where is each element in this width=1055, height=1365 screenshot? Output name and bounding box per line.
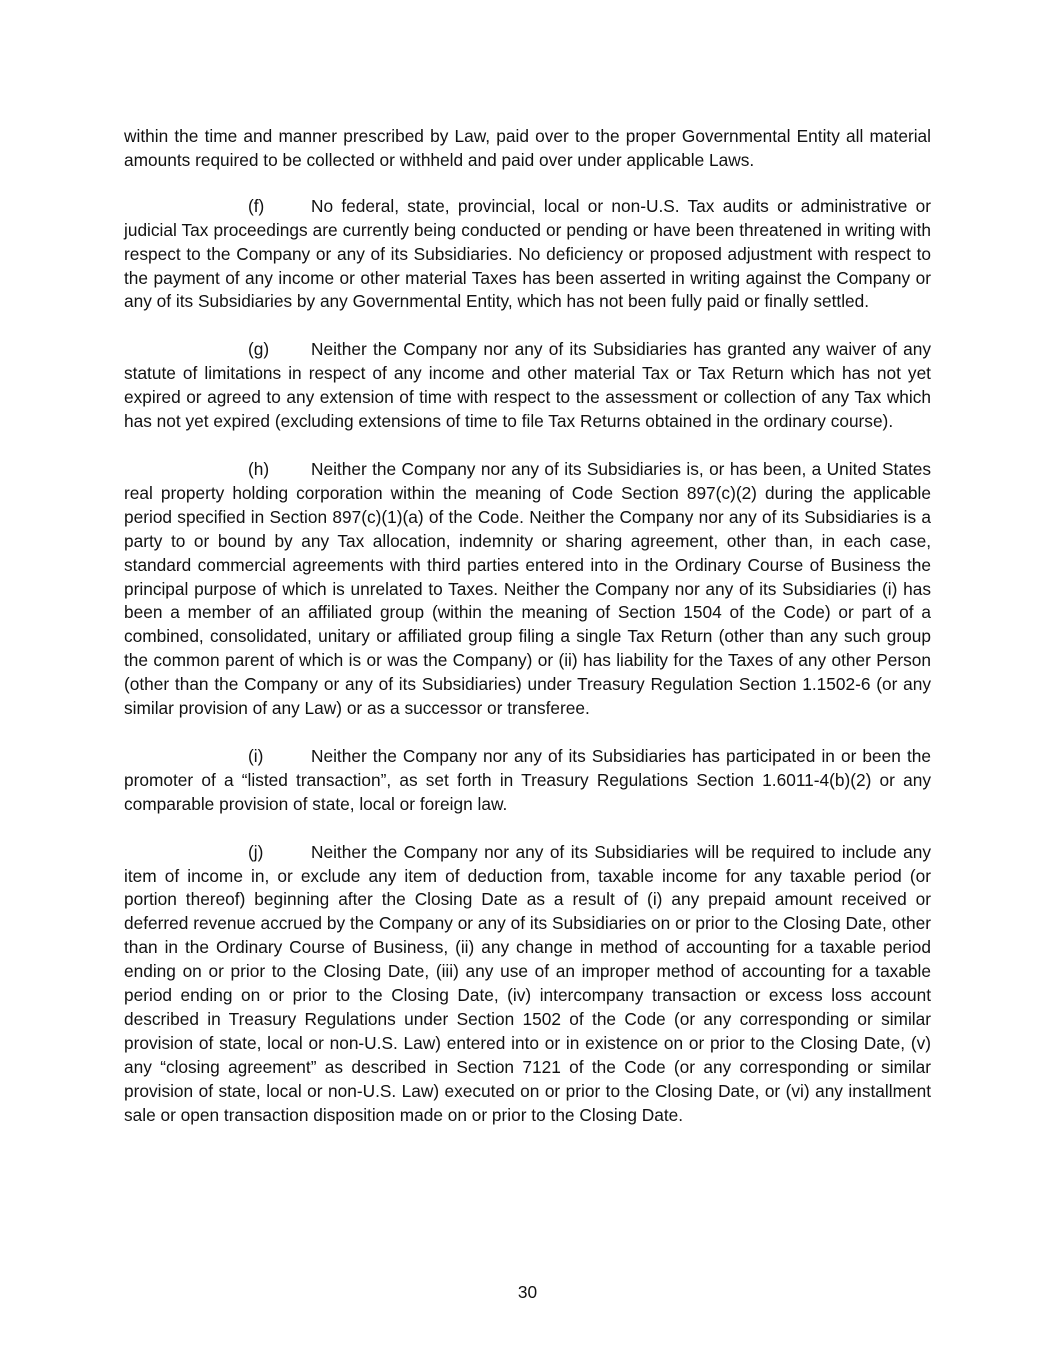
page-number: 30 bbox=[517, 1282, 538, 1302]
section-g-text: Neither the Company nor any of its Subsidiaries has granted any waiver of any statute of limitations in respect of any income and other material Tax or Tax Return which has not yet expired or agreed to any extension of time with respect to the assessment or collection of any Tax which has not yet expired (excluding extensions of time to file Tax Returns obtained in the ordinary course). bbox=[124, 339, 931, 432]
section-f-text: No federal, state, provincial, local or non-U.S. Tax audits or administrative or judicial Tax proceedings are currently being conducted or pending or have been threatened in writing with respect to the Company or any of its Subsidiaries. No deficiency or proposed adjustment with respect to the payment of any income or other material Taxes has been asserted in writing against the Company or any of its Subsidiaries by any Governmental Entity, which has not been fully paid or finally settled. bbox=[124, 195, 931, 312]
section-f-paragraph bbox=[124, 195, 931, 315]
section-i-paragraph bbox=[124, 745, 931, 817]
section-j-text: Neither the Company nor any of its Subsidiaries will be required to include any item of income in, or exclude any item of deduction from, taxable income for any taxable period (or portion thereof) beginning after the Closing Date as a result of (i) any prepaid amount received or deferred revenue accrued by the Company or any of its Subsidiaries on or prior to the Closing Date, other than in the Ordinary Course of Business, (ii) any change in method of accounting for a taxable period ending on or prior to the Closing Date, (iii) any use of an improper method of accounting for a taxable period ending on or prior to the Closing Date, (iv) intercompany transaction or excess loss account described in Treasury Regulations under Section 1502 of the Code (or any corresponding or similar provision of state, local or non-U.S. Law) entered into or in existence on or prior to the Closing Date, (v) any “closing agreement” as described in Section 7121 of the Code (or any corresponding or similar provision of state, local or non-U.S. Law) executed on or prior to the Closing Date, or (vi) any installment sale or open transaction disposition made on or prior to the Closing Date. bbox=[124, 841, 931, 1125]
section-j-paragraph bbox=[124, 841, 931, 1128]
section-g-paragraph bbox=[124, 338, 931, 434]
section-j-label: (j) bbox=[248, 841, 264, 862]
section-h-paragraph bbox=[124, 458, 931, 721]
continuation-paragraph: within the time and manner prescribed by Law, paid over to the proper Governmental Entity all material amounts required to be collected or withheld and paid over under applicable Laws. bbox=[124, 126, 931, 170]
section-h-label: (h) bbox=[248, 458, 270, 479]
document-page bbox=[124, 125, 931, 1152]
section-g-label: (g) bbox=[248, 339, 270, 360]
section-f-label: (f) bbox=[248, 195, 265, 216]
section-i-text: Neither the Company nor any of its Subsidiaries has participated in or been the promoter of a “listed transaction”, as set forth in Treasury Regulations Section 1.6011-4(b)(2) or any comparable provision of state, local or foreign law. bbox=[124, 745, 931, 814]
section-i-label: (i) bbox=[248, 745, 264, 766]
section-h-text: Neither the Company nor any of its Subsidiaries is, or has been, a United States real property holding corporation within the meaning of Code Section 897(c)(2) during the applicable period specified in Section 897(c)(1)(a) of the Code. Neither the Company nor any of its Subsidiaries is a party to or bound by any Tax allocation, indemnity or sharing agreement, other than, in each case, standard commercial agreements with third parties entered into in the Ordinary Course of Business the principal purpose of which is unrelated to Taxes. Neither the Company nor any of its Subsidiaries (i) has been a member of an affiliated group (within the meaning of Section 1504 of the Code) or part of a combined, consolidated, unitary or affiliated group filing a single Tax Return (other than any such group the common parent of which is or was the Company) or (ii) has liability for the Taxes of any other Person (other than the Company or any of its Subsidiaries) under Treasury Regulation Section 1.1502-6 (or any similar provision of any Law) or as a successor or transferee. bbox=[124, 458, 931, 719]
